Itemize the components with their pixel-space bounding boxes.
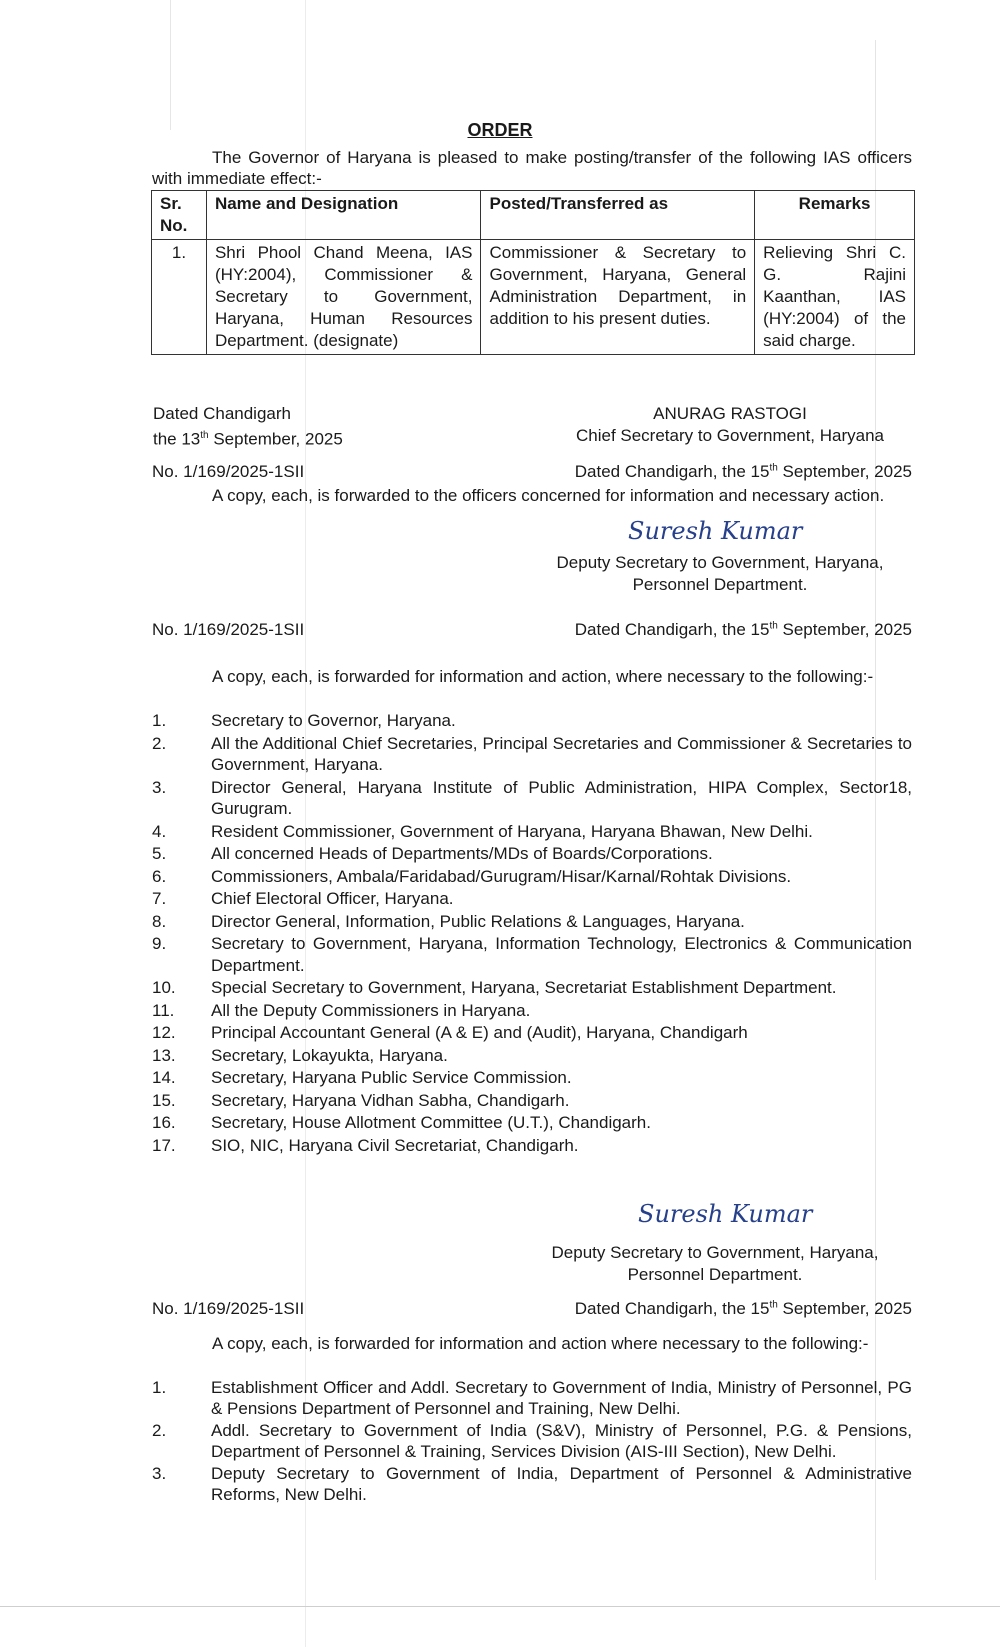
list-item: [152, 866, 912, 888]
list-item-number: 5.: [152, 844, 167, 863]
list-item-number: 2.: [152, 1421, 167, 1440]
endorsement-3-body: A copy, each, is forwarded for information and action where necessary to the following:-: [212, 1334, 869, 1353]
chief-secretary-designation: Chief Secretary to Government, Haryana: [575, 426, 885, 445]
order-title: ORDER: [467, 120, 533, 140]
endorsement-1-body: A copy, each, is forwarded to the officers concerned for information and necessary action.: [212, 486, 885, 505]
header-remarks: Remarks: [755, 191, 915, 240]
date-sup: th: [769, 1299, 778, 1311]
list-item-number: 3.: [152, 777, 167, 797]
endorsement-2-list: [152, 710, 912, 1157]
list-item: [152, 1463, 912, 1505]
list-item: [152, 843, 912, 865]
list-item: [152, 911, 912, 933]
signatory-1-block: [520, 552, 920, 596]
scan-artifact-line: [170, 0, 171, 130]
list-item: [152, 733, 912, 776]
list-item-text: All the Deputy Commissioners in Haryana.: [211, 1000, 531, 1020]
endorsement-1-header: [152, 462, 912, 482]
order-dated-line1: Dated Chandigarh: [153, 404, 291, 423]
table-row: [152, 240, 915, 355]
header-name-designation: Name and Designation: [206, 191, 481, 240]
endorsement-1-text: [152, 485, 912, 506]
endorsement-2-text: [152, 666, 912, 687]
list-item-number: 13.: [152, 1045, 176, 1065]
header-sr-no: Sr. No.: [152, 191, 207, 240]
list-item-text: Director General, Information, Public Relations & Languages, Haryana.: [211, 911, 745, 931]
date-text: Dated Chandigarh, the 15: [574, 462, 770, 481]
endorsement-1-date: [575, 462, 912, 482]
list-item: [152, 1377, 912, 1419]
list-item-text: All concerned Heads of Departments/MDs of Boards/Corporations.: [211, 844, 713, 863]
chief-secretary-name: ANURAG RASTOGI: [653, 404, 807, 423]
list-item-text: Chief Electoral Officer, Haryana.: [211, 889, 454, 908]
list-item-text: Special Secretary to Government, Haryana, Secretariat Establishment Department.: [211, 978, 837, 997]
list-item-number: 14.: [152, 1068, 176, 1087]
signatory-2-department: Personnel Department.: [627, 1265, 803, 1284]
list-item-number: 1.: [152, 1378, 167, 1397]
posting-table: [151, 190, 915, 355]
endorsement-3-list: [152, 1377, 912, 1506]
order-dated-sup: th: [200, 430, 209, 441]
list-item-number: 12.: [152, 1023, 176, 1042]
cell-posted: Commissioner & Secretary to Government, Haryana, General Administration Department, in addition to his present duties.: [481, 240, 755, 355]
list-item: [152, 1135, 912, 1157]
list-item-text: Secretary, Haryana Vidhan Sabha, Chandigarh.: [211, 1090, 570, 1110]
cell-remarks: Relieving Shri C. G. Rajini Kaanthan, IAS (HY:2004) of the said charge.: [755, 240, 915, 355]
list-item: [152, 1022, 912, 1044]
list-item-text: Resident Commissioner, Government of Haryana, Haryana Bhawan, New Delhi.: [211, 821, 813, 841]
list-item: [152, 1067, 912, 1089]
list-item-text: Commissioners, Ambala/Faridabad/Gurugram/Hisar/Karnal/Rohtak Divisions.: [211, 866, 792, 886]
date-sup: th: [769, 462, 778, 474]
list-item-number: 8.: [152, 911, 167, 931]
list-item-text: Secretary to Government, Haryana, Information Technology, Electronics & Communication Department.: [211, 934, 912, 975]
list-item-number: 15.: [152, 1090, 176, 1110]
order-dated-line2: [153, 425, 343, 451]
date-text-end: September, 2025: [777, 1299, 912, 1318]
order-dated-text-end: September, 2025: [208, 429, 343, 449]
list-item-text: Secretary, House Allotment Committee (U.T.), Chandigarh.: [211, 1113, 651, 1132]
list-item-text: Principal Accountant General (A & E) and (Audit), Haryana, Chandigarh: [211, 1023, 748, 1042]
signatory-1-designation: Deputy Secretary to Government, Haryana,: [556, 553, 884, 572]
list-item-number: 1.: [152, 711, 167, 730]
list-item: [152, 777, 912, 820]
list-item: [152, 888, 912, 910]
cell-name: Shri Phool Chand Meena, IAS (HY:2004), Commissioner & Secretary to Government, Haryana, Human Resources Department. (designate): [206, 240, 481, 355]
chief-secretary-block: [540, 403, 920, 447]
endorsement-2-date: [575, 620, 912, 640]
signature-1: Suresh Kumar: [628, 517, 803, 545]
signatory-1-department: Personnel Department.: [632, 575, 808, 594]
endorsement-3-header: [152, 1299, 912, 1319]
list-item: [152, 1000, 912, 1022]
list-item-text: Secretary to Governor, Haryana.: [211, 711, 456, 730]
list-item-text: Deputy Secretary to Government of India, Department of Personnel & Administrative Reforms, New Delhi.: [211, 1464, 912, 1504]
signatory-2-designation: Deputy Secretary to Government, Haryana,: [551, 1243, 879, 1262]
date-text-end: September, 2025: [777, 462, 912, 481]
order-intro-text: The Governor of Haryana is pleased to make posting/transfer of the following IAS officers with immediate effect:-: [152, 148, 912, 188]
order-dated: [153, 403, 343, 451]
list-item-number: 11.: [152, 1000, 175, 1020]
order-intro: [152, 147, 912, 189]
list-item: [152, 821, 912, 843]
signature-2: Suresh Kumar: [638, 1200, 813, 1228]
endorsement-3-text: [152, 1333, 912, 1354]
header-posted-as: Posted/Transferred as: [481, 191, 755, 240]
list-item: [152, 1112, 912, 1134]
date-sup: th: [769, 620, 778, 632]
list-item-number: 6.: [152, 866, 167, 886]
list-item-text: Director General, Haryana Institute of Public Administration, HIPA Complex, Sector18, Gurugram.: [211, 777, 912, 818]
list-item: [152, 1420, 912, 1462]
list-item: [152, 710, 912, 732]
list-item-number: 9.: [152, 934, 167, 953]
list-item: [152, 977, 912, 999]
list-item-number: 2.: [152, 733, 167, 753]
list-item: [152, 1045, 912, 1067]
endorsement-2-header: [152, 620, 912, 640]
date-text-end: September, 2025: [777, 620, 912, 639]
endorsement-3-date: [575, 1299, 912, 1319]
list-item: [152, 933, 912, 976]
list-item-text: Secretary, Haryana Public Service Commission.: [211, 1068, 572, 1087]
list-item-number: 3.: [152, 1464, 167, 1483]
date-text: Dated Chandigarh, the 15: [574, 620, 770, 639]
order-dated-text: the 13: [153, 429, 201, 449]
list-item: [152, 1090, 912, 1112]
list-item-text: Establishment Officer and Addl. Secretary to Government of India, Ministry of Personnel, PG & Pensions Department of Personnel and Training, New Delhi.: [211, 1378, 912, 1418]
date-text: Dated Chandigarh, the 15: [574, 1299, 770, 1318]
list-item-text: SIO, NIC, Haryana Civil Secretariat, Chandigarh.: [211, 1135, 579, 1155]
signatory-2-block: [515, 1242, 915, 1286]
endorsement-2-body: A copy, each, is forwarded for information and action, where necessary to the following:-: [212, 667, 874, 686]
endorsement-2-number: No. 1/169/2025-1SII: [152, 620, 305, 639]
list-item-number: 4.: [152, 821, 167, 841]
scan-artifact-line: [0, 1606, 1000, 1607]
list-item-text: All the Additional Chief Secretaries, Principal Secretaries and Commissioner & Secretaries to Government, Haryana.: [211, 733, 912, 774]
list-item-text: Addl. Secretary to Government of India (S&V), Ministry of Personnel, P.G. & Pensions, Department of Personnel & Training, Services Division (AIS-III Section), New Delhi.: [211, 1421, 912, 1461]
list-item-number: 10.: [152, 978, 176, 997]
table-header-row: [152, 191, 915, 240]
endorsement-3-number: No. 1/169/2025-1SII: [152, 1299, 305, 1318]
cell-sr: 1.: [152, 240, 207, 355]
list-item-number: 17.: [152, 1135, 176, 1155]
list-item-text: Secretary, Lokayukta, Haryana.: [211, 1045, 448, 1065]
endorsement-1-number: No. 1/169/2025-1SII: [152, 462, 305, 481]
list-item-number: 7.: [152, 889, 167, 908]
list-item-number: 16.: [152, 1113, 176, 1132]
